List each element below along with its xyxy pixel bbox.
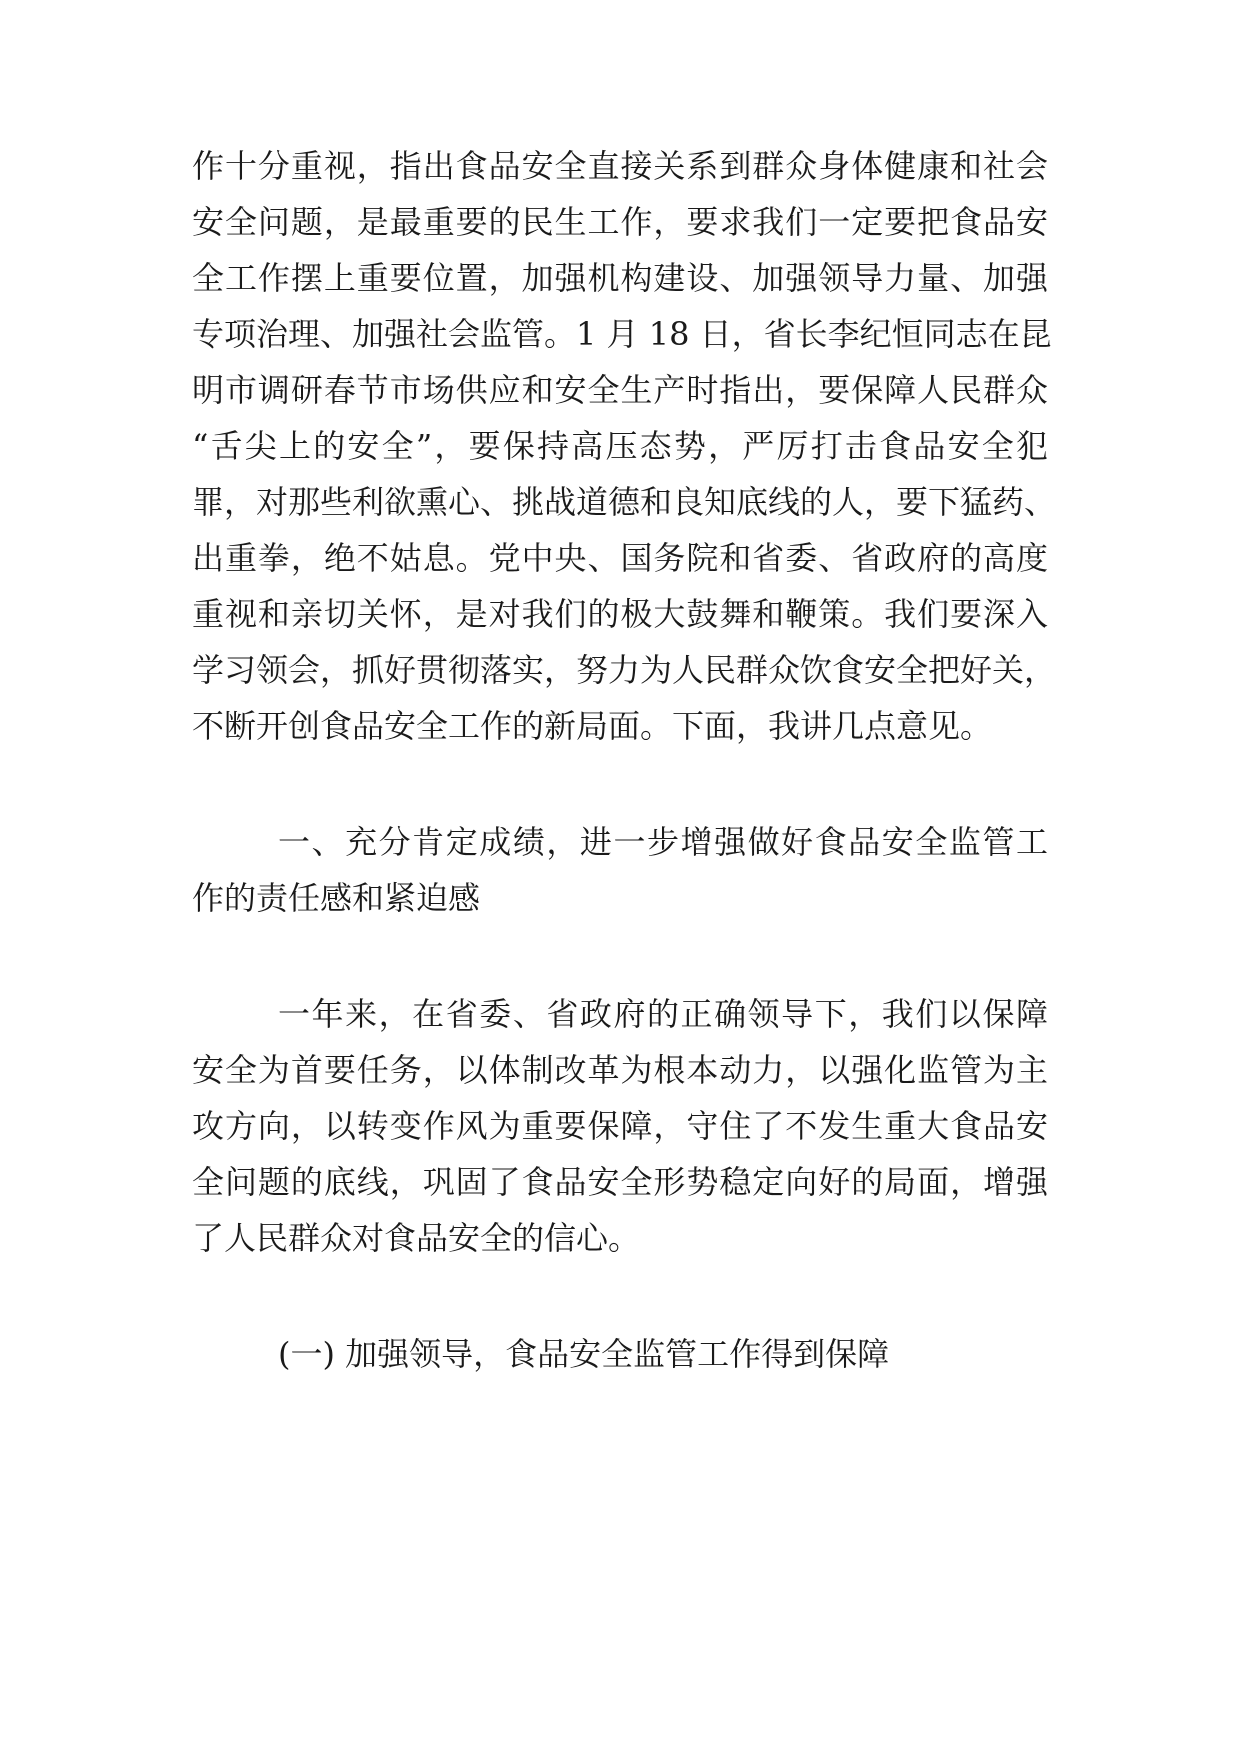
text-line: 安全为首要任务，以体制改革为根本动力，以强化监管为主: [192, 1051, 1048, 1089]
subsection-heading: (一) 加强领导，食品安全监管工作得到保障: [278, 1335, 890, 1373]
text-line: 一年来，在省委、省政府的正确领导下，我们以保障: [278, 995, 1048, 1033]
text-line: 全问题的底线，巩固了食品安全形势稳定向好的局面，增强: [192, 1163, 1048, 1201]
text-line: 重视和亲切关怀，是对我们的极大鼓舞和鞭策。我们要深入: [192, 595, 1048, 633]
text-line: 安全问题，是最重要的民生工作，要求我们一定要把食品安: [192, 203, 1048, 241]
heading-line: 作的责任感和紧迫感: [192, 879, 481, 917]
text-line: “舌尖上的安全”，要保持高压态势，严厉打击食品安全犯: [192, 427, 1048, 465]
text-line: 罪，对那些利欲熏心、挑战道德和良知底线的人，要下猛药、: [192, 483, 1057, 521]
text-line: 出重拳，绝不姑息。党中央、国务院和省委、省政府的高度: [192, 539, 1048, 577]
text-line: 明市调研春节市场供应和安全生产时指出，要保障人民群众: [192, 371, 1048, 409]
text-line: 不断开创食品安全工作的新局面。下面，我讲几点意见。: [192, 707, 993, 745]
text-line: 专项治理、加强社会监管。1 月 18 日，省长李纪恒同志在昆: [192, 315, 1052, 353]
text-line: 攻方向，以转变作风为重要保障，守住了不发生重大食品安: [192, 1107, 1048, 1145]
text-line: 全工作摆上重要位置，加强机构建设、加强领导力量、加强: [192, 259, 1048, 297]
text-line: 学习领会，抓好贯彻落实，努力为人民群众饮食安全把好关，: [192, 651, 1057, 689]
text-line: 了人民群众对食品安全的信心。: [192, 1219, 641, 1257]
text-line: 作十分重视，指出食品安全直接关系到群众身体健康和社会: [192, 147, 1048, 185]
heading-line: 一、充分肯定成绩，进一步增强做好食品安全监管工: [278, 823, 1048, 861]
